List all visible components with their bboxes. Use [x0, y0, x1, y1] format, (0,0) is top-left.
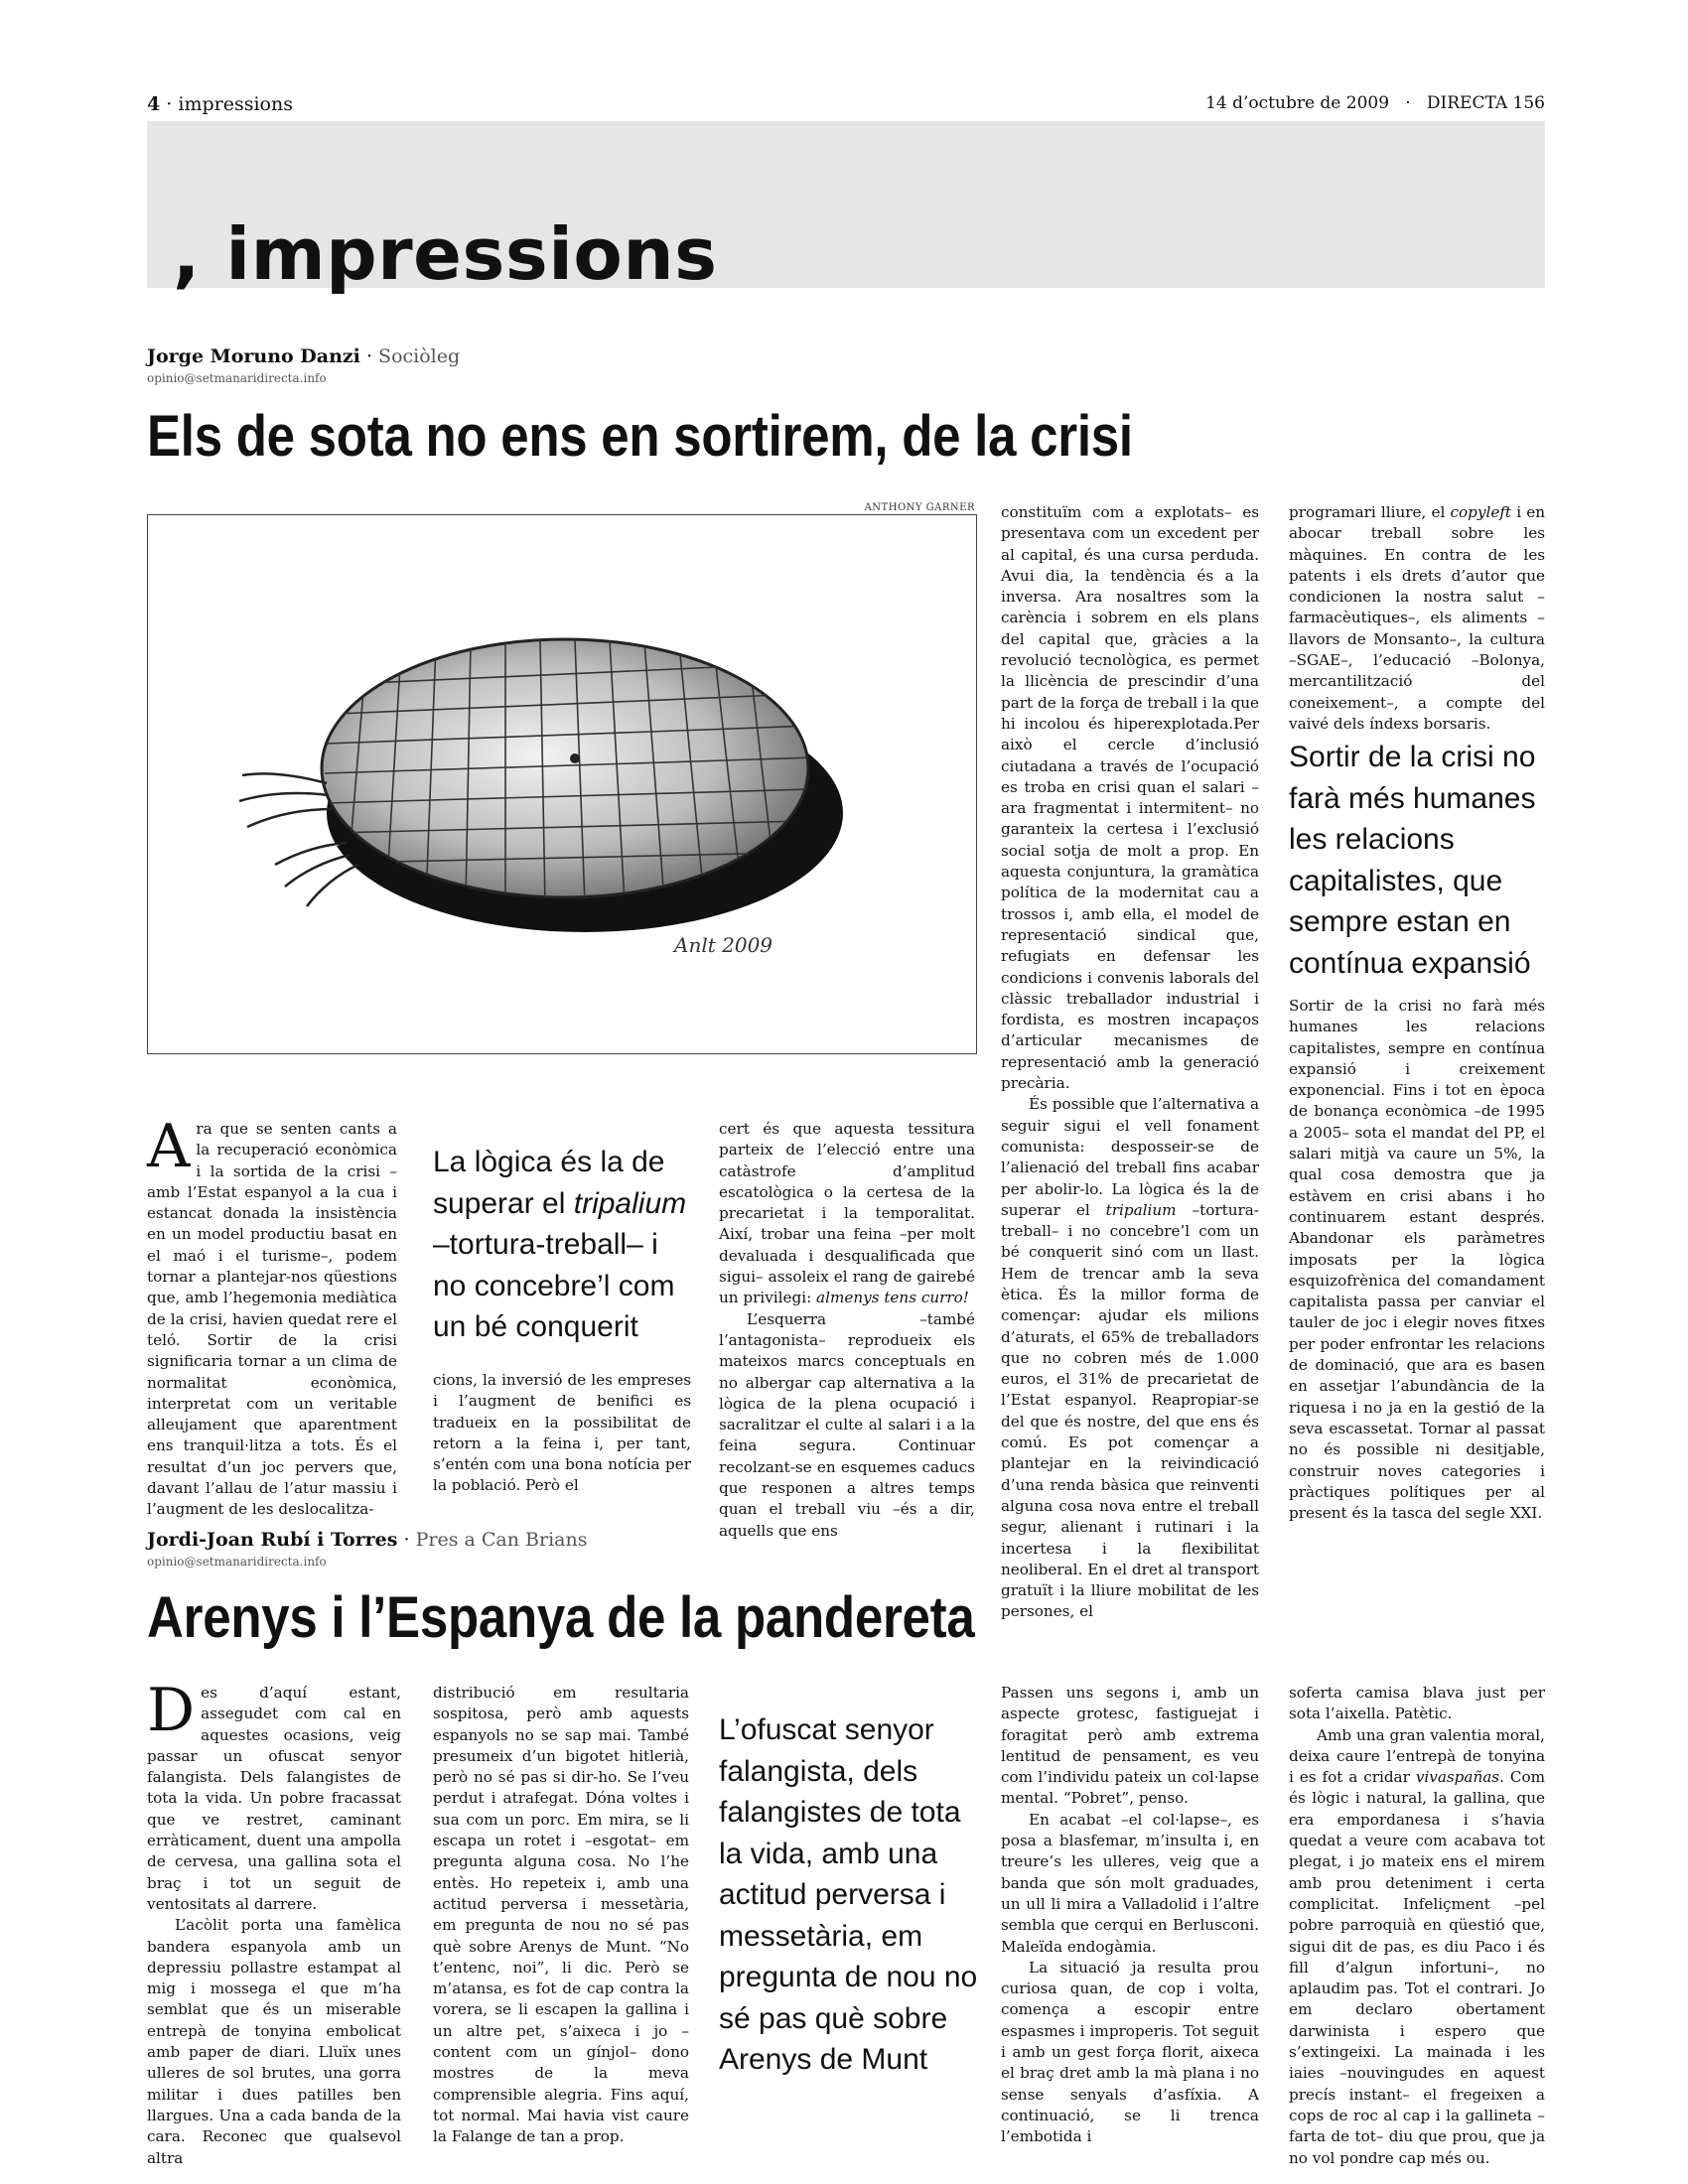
paragraph: Amb una gran valentia moral, deixa caure l’entrepà de tonyina i es fot a cridar vivaspañas. Com és lògic i natural, la gallina, que era empordanesa i s’havia quedat a veure com acabava tot plegat, i jo mateix ens el mirem amb prou deteniment i certa complicitat. Infeliçment –pel pobre parroquià en qüestió que, sigui dit de pas, es diu Paco i és fill d’algun infortuni–, no aplaudim pas. Tot el contrari. Jo em declaro obertament darwinista i espero que s’extingeixi. La mainada i les iaies –nouvingudes en aquest precís instant– el fregeixen a cops de roc al cap i la gallineta –farta de tot– diu que prou, que ja no vol pondre cap més ou.: [1289, 1725, 1546, 2167]
article1-column-4: [1001, 502, 1259, 1623]
illustration-manhole-cartoon: [147, 514, 977, 1054]
article2-author: Jordi-Joan Rubí i Torres: [147, 1529, 398, 1551]
article2-column-5: [1289, 1683, 1545, 2169]
running-head-right: [1205, 93, 1545, 113]
bullet-separator: ·: [166, 93, 179, 115]
section-title: , impressions: [173, 212, 718, 296]
article1-column-1: [147, 1112, 397, 1521]
paragraph: L’acòlit porta una famèlica bandera espanyola amb un depressiu pollastre estampat al mig i mossega el que m’ha semblat que és un miserable entrepà de tonyina embolicat amb paper de diari. Lluïx unes ulleres de sol brutes, una gorra militar i dues patilles ben llargues. Una a cada banda de la cara. Reconec que qualsevol altra: [147, 1916, 401, 2167]
emphasis: almenys tens curro!: [816, 1289, 969, 1307]
section-banner: [147, 121, 1545, 296]
section-name: impressions: [178, 93, 293, 115]
paragraph: Passen uns segons i, amb un aspecte grotesc, fastiguejat i foragitat però amb extrema lentitud de pensament, es veu com l’individu pateix un col·lapse mental. “Pobret”, penso.: [1001, 1684, 1259, 1808]
article1-byline: [147, 345, 460, 367]
paragraph: En acabat –el col·lapse–, es posa a blasfemar, m’insulta i, en treure’s les ulleres, veig que a banda que són molt graduades, un ull li mira a Valladolid i l’altre sembla que cerqui en Berlusconi. Maleïda endogàmia.: [1001, 1810, 1259, 1956]
paragraph: distribució em resultaria sospitosa, però amb aquests espanyols no se sap mai. També presumeix d’un bigotet hitlerià, però no sé pas si dir-ho. Se l’veu perdut i atrafegat. Dóna voltes i sua com un porc. Em mira, se li escapa un rotet i –esgotat– em pregunta alguna cosa. No l’he entès. Ho repeteix i, amb una actitud perversa i messetària, em pregunta de nou no sé pas què sobre Arenys de Munt. “No t’entenc, noi”, li dic. Però se m’atansa, es fot de cap contra la vorera, se li escapen la gallina i un altre pet, s’aixeca i jo –content com un gínjol– dono mostres de la meva comprensible alegria. Fins aquí, tot normal. Mai havia vist caure la Falange de tan a prop.: [433, 1684, 689, 2146]
article1-pull-quote-2: Sortir de la crisi no farà més humanes les relacions capitalistes, que sempre estan en contínua expansió: [1289, 741, 1536, 980]
paragraph: cert és que aquesta tessitura parteix de l’elecció entre una catàstrofe d’amplitud escatològica o la certesa de la precarietat i la temporalitat. Així, trobar una feina –per molt devaluada i desqualificada que sigui– assoleix el rang de gairebé un privilegi: almenys tens curro!: [719, 1120, 975, 1307]
article1-pull-quote-1: La lògica és la de superar el tripalium –tortura-treball– i no concebre’l com un bé conquerit: [433, 1146, 687, 1343]
paragraph: L’esquerra –també l’antagonista– reprodueix els mateixos marcs conceptuals en no albergar cap alternativa a la lògica de la plena ocupació i sacralitzar el culte al salari i a la feina segura. Continuar recolzant-se en esquemes caducs que responen a altres temps quan el treball viu –és a dir, aquells que ens: [719, 1309, 975, 1540]
page-number: 4: [147, 93, 161, 115]
article2-role: Pres a Can Brians: [415, 1529, 588, 1551]
paragraph: cions, la inversió de les empreses i l’augment de benifici es tradueix en la possibilitat de retorn a la feina i, per tant, s’entén com una bona notícia per la població. Però el: [433, 1371, 691, 1495]
paragraph: Sortir de la crisi no farà més humanes les relacions capitalistes, sempre en contínua expansió i creixement exponencial. Fins i tot en època de bonança econòmica –de 1995 a 2005– sota el mandat del PP, el salari mitjà va caure un 5%, la qual cosa demostra que ja estàvem en crisi abans i ho continuarem estant després. Abandonar els paràmetres imposats per la lògica esquizofrènica del comandament capitalista passa per canviar el tauler de joc i elegir noves fitxes per poder enfrontar les relacions de dominació, que ara es basen en assetjar l’abundància de la riquesa i no ja en la gestió de la seva escassetat. Tornar al passat no és possible ni desitjable, construir noves categories i pràctiques polítiques per al present és la tasca del segle XXI.: [1289, 997, 1545, 1523]
dropcap: D: [147, 1676, 196, 1745]
paragraph: soferta camisa blava just per sota l’aixella. Patètic.: [1289, 1684, 1545, 1723]
article1-email: opinio@setmanaridirecta.info: [147, 371, 327, 385]
artist-signature: [672, 933, 773, 957]
article2-column-2: [433, 1683, 689, 2148]
article2-byline: [147, 1529, 587, 1551]
paragraph: Ara que se senten cants a la recuperació econòmica i la sortida de la crisi –amb l’Estat espanyol a la cua i estancat donada la insistència en un model productiu basat en el maó i el turisme–, podem tornar a plantejar-nos qüestions que, amb l’hegemonia mediàtica de la crisi, havien quedat rere el teló. Sortir de la crisi significaria tornar a un clima de normalitat econòmica, interpretat com un veritable alleujament que aparentment ens tranquil·litza a tots. És el resultat d’un joc pervers que, davant l’allau de l’atur massiu i l’augment de les deslocalitza-: [147, 1112, 397, 1519]
article2-column-4: [1001, 1683, 1259, 2148]
svg-text:Anlt 2009: Anlt 2009: [674, 933, 774, 957]
dot-separator: ·: [1394, 93, 1422, 113]
paragraph: És possible que l’alternativa a seguir sigui el vell fonament comunista: desposseir-se de l’alienació del treball fins acabar per abolir-lo. La lògica és la de superar el tripalium –tortura-treball– i no concebre’l com un bé conquerit sinó com un llast. Hem de trencar amb la seva ètica. És la millor forma de començar: ajudar els milions d’aturats, el 65% de treballadors que no cobren més de 1.000 euros, el 31% de precarietat de l’Estat espanyol. Reapropiar-se del que és nostre, del que ens és comú. Es pot començar a plantejar en la reivindicació d’una renda bàsica que reinventi alguna cosa nova entre el treball segur, alienant i rutinari i la incertesa i la flexibilitat neoliberal. En el dret al transport gratuït i la lliure mobilitat de les persones, el: [1001, 1095, 1259, 1621]
emphasis: copyleft: [1450, 503, 1512, 521]
article2-column-1: [147, 1676, 401, 2169]
illustration-credit: ANTHONY GARNER: [864, 502, 975, 513]
emphasis: vivaspañas: [1415, 1768, 1500, 1787]
article2-email: opinio@setmanaridirecta.info: [147, 1555, 327, 1569]
paragraph: constituïm com a explotats– es presentava com un excedent per al capital, és una cursa perduda. Avui dia, la tendència és a la inversa. Ara nosaltres som la carència i sobrem en els plans del capital que, gràcies a la revolució tecnològica, es permet la llicència de prescindir d’una part de la força de treball i la que hi incolou és hiperexplotada.Per això el cercle d’inclusió ciutadana a través de l’ocupació es troba en crisi quan el salari –ara fragmentat i intermitent– no garanteix la certesa i l’exclusió social sotja de molt a prop. En aquesta conjuntura, la gramàtica política de la modernitat cau a trossos i, amb ella, el model de representació sindical que, refugiats en defensar les condicions i convenis laborals del clàssic treballador industrial i fordista, es mostren incapaços d’articular mecanismes de representació amb la generació precària.: [1001, 503, 1259, 1093]
issue-number: DIRECTA 156: [1426, 93, 1545, 113]
article1-role: Sociòleg: [378, 345, 461, 367]
paragraph: programari lliure, el copyleft i en abocar treball sobre les màquines. En contra de les patents i els drets d’autor que condicionen la nostra salut –farmacèutiques–, els aliments –llavors de Monsanto–, la cultura –SGAE–, l’educació –Bolonya, mercantilització del coneixement–, a compte del vaivé dels índexs borsaris.: [1289, 503, 1546, 733]
article1-column-5-bottom: [1289, 996, 1545, 1524]
running-head-left: [147, 93, 293, 115]
paragraph: La situació ja resulta prou curiosa quan, de cop i volta, comença a escopir entre espasmes i improperis. Tot seguit i amb un gest força florit, aixeca el braç dret amb la mà plana i no sense senyals d’asfíxia. A continuació, se li trenca l’embotida i: [1001, 1958, 1259, 2146]
byline-bullet: ·: [365, 345, 379, 367]
article1-column-2: [433, 1370, 691, 1497]
article2-pull-quote: L’ofuscat senyor falangista, dels falangistes de tota la vida, amb una actitud perversa i messetària, em pregunta de nou no sé pas què sobre Arenys de Munt: [719, 1713, 978, 2076]
article1-column-5-top: [1289, 502, 1545, 735]
emphasis: tripalium: [1105, 1200, 1177, 1219]
running-head: [147, 87, 1545, 123]
paragraph: Des d’aquí estant, assegudet com cal en aquestes ocasions, veig passar un ofuscat senyor falangista. Dels falangistes de tota la vida. Un pobre fracassat que ve restret, caminant erràticament, duent una ampolla de cervesa, una gallina sota el braç i tot un seguit de ventositats al darrere.: [147, 1676, 401, 1913]
article1-author: Jorge Moruno Danzi: [147, 345, 360, 367]
article2-headline: Arenys i l’Espanya de la pandereta: [147, 1585, 975, 1650]
issue-date: 14 d’octubre de 2009: [1205, 93, 1390, 113]
dropcap: A: [147, 1112, 191, 1181]
manhole-drawing: [148, 515, 976, 1053]
byline-bullet: ·: [403, 1529, 416, 1551]
article1-headline: Els de sota no ens en sortirem, de la crisi: [147, 404, 1133, 469]
lid-bolt: [570, 753, 580, 763]
article1-column-3: [719, 1119, 975, 1542]
pull-quote-emphasis: tripalium: [573, 1186, 687, 1220]
